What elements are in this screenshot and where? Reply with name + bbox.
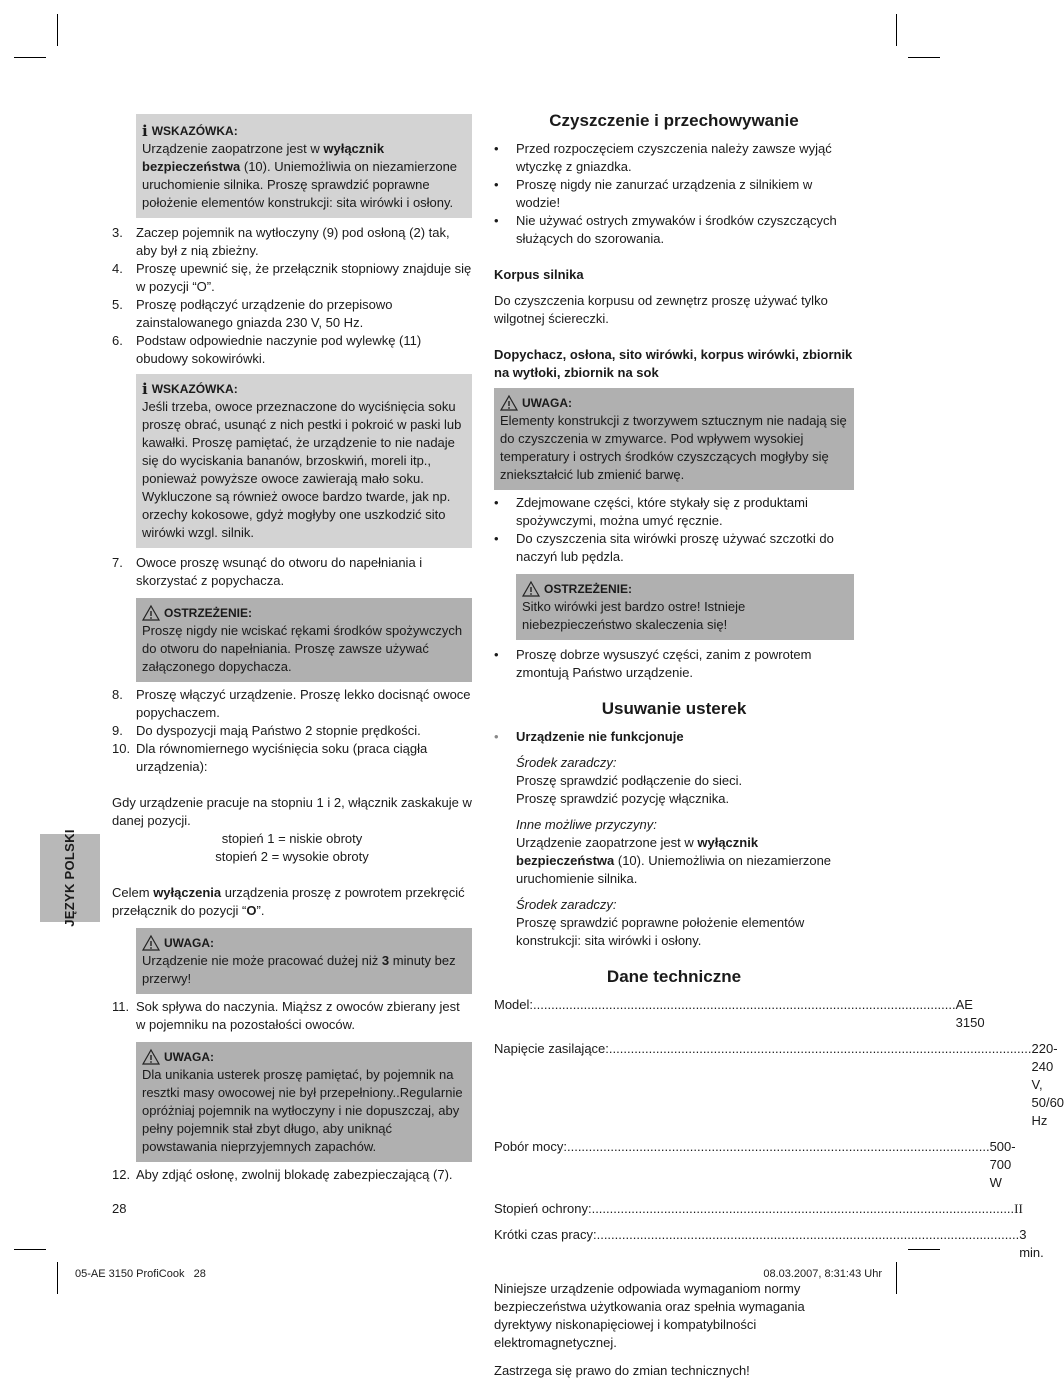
step-item: 10. Dla równomiernego wyciśnięcia soku (praca ciągła urządzenia):	[112, 741, 428, 774]
crop-mark	[57, 1262, 58, 1294]
remedy-label: Środek zaradczy:	[516, 755, 617, 770]
note-title: WSKAZÓWKA:	[151, 124, 238, 138]
subheading-motor: Korpus silnika	[494, 267, 584, 282]
footer-right: 08.03.2007, 8:31:43 Uhr	[763, 1268, 882, 1280]
caution-heading	[500, 394, 848, 412]
step-item: 9. Do dyspozycji mają Państwo 2 stopnie prędkości.	[112, 723, 421, 738]
remedy-text: Proszę sprawdzić pozycję włącznika.	[516, 791, 730, 806]
bullet-item: • Zdejmowane części, które stykały się z produktami spożywczymi, można umyć ręcznie.	[494, 495, 808, 528]
caution-text: Urządzenie nie może pracować dużej niż 3 minuty bez przerwy!	[142, 953, 456, 986]
right-column	[494, 110, 1064, 1380]
step-item: 3. Zaczep pojemnik na wytłoczyny (9) pod osłoną (2) tak, aby był z nią zbieżny.	[112, 225, 450, 258]
motor-text: Do czyszczenia korpusu od zewnętrz proszę używać tylko wilgotnej ściereczki.	[494, 293, 828, 326]
caution-box	[494, 388, 854, 490]
bullet-item: • Proszę nigdy nie zanurzać urządzenia z silnikiem w wodzie!	[494, 177, 813, 210]
warning-heading	[522, 580, 848, 598]
step-item: 8. Proszę włączyć urządzenie. Proszę lekko docisnąć owoce popychaczem.	[112, 687, 471, 720]
parts-bullets	[494, 494, 854, 566]
steps-list	[112, 686, 472, 776]
spec-row: Napięcie zasilające: ..................................................................................................................... 220-240 V, 50/60 Hz	[494, 1041, 1064, 1128]
step10-paragraph: Gdy urządzenie pracuje na stopniu 1 i 2, włącznik zaskakuje w danej pozycji.	[112, 795, 472, 828]
cause-text: Urządzenie zaopatrzone jest w wyłącznik bezpieczeństwa (10). Uniemożliwia on niezamierzone uruchomienie silnika.	[516, 835, 832, 886]
steps-list	[112, 554, 472, 590]
spec-row: Pobór mocy: ..................................................................................................................... 500-700 W	[494, 1139, 1016, 1190]
info-icon: i	[142, 380, 148, 398]
remedy-text: Proszę sprawdzić poprawne położenie elementów konstrukcji: sita wirówki i osłony.	[516, 915, 805, 948]
steps-list	[112, 224, 472, 368]
crop-mark	[14, 1249, 46, 1250]
remedy-label: Środek zaradczy:	[516, 897, 617, 912]
note-title: WSKAZÓWKA:	[151, 382, 238, 396]
warning-triangle-icon	[522, 581, 540, 597]
reserve-text: Zastrzega się prawo do zmian technicznych!	[494, 1363, 750, 1378]
bullet-item: • Nie używać ostrych zmywaków i środków czyszczących służących do szorowania.	[494, 213, 837, 246]
section-heading-troubleshooting: Usuwanie usterek	[601, 699, 747, 718]
steps-list	[112, 998, 472, 1034]
note-box	[136, 114, 472, 218]
note-text: Jeśli trzeba, owoce przeznaczone do wyciśnięcia soku proszę obrać, usunąć z nich pestki i pokroić w paski lub kawałki. Proszę pamiętać, że urządzenie to nie nadaje się do wyciskania bananów, brzoskwiń, moreli itp., ponieważ powyższe owoce zawierają mało soku. Wykluczone są również owoce bardzo twarde, jak np. orzechy kokosowe, gdyż mogłyby one uszkodzić sito wirówki wzgl. silnik.	[142, 399, 462, 540]
page-number: 28	[112, 1201, 127, 1216]
cause-label: Inne możliwe przyczyny:	[516, 817, 657, 832]
left-column	[112, 114, 472, 1188]
caution-box	[136, 928, 472, 994]
switch-off-paragraph: Celem wyłączenia urządzenia proszę z powrotem przekręcić przełącznik do pozycji “O”.	[112, 885, 465, 918]
step-item: 11. Sok spływa do naczynia. Miąższ z owoców zbierany jest w pojemniku na pozostałości owoców.	[112, 999, 460, 1032]
crop-mark	[896, 1262, 897, 1294]
bullet-item: • Proszę dobrze wysuszyć części, zanim z powrotem zmontują Państwo urządzenie.	[494, 647, 812, 680]
language-label: JĘZYK POLSKI	[62, 829, 77, 927]
spec-row: Stopień ochrony: ..................................................................................................................... II	[494, 1201, 1023, 1216]
trouble-list	[494, 728, 854, 746]
warning-title: OSTRZEŻENIE:	[164, 606, 253, 620]
step-item: 4. Proszę upewnić się, że przełącznik stopniowy znajduje się w pozycji “O”.	[112, 261, 472, 294]
step-item: 5. Proszę podłączyć urządzenie do przepisowo zainstalowanego gniazda 230 V, 50 Hz.	[112, 297, 393, 330]
caution-title: UWAGA:	[164, 1050, 214, 1064]
info-icon: i	[142, 122, 148, 140]
spec-list	[494, 996, 1064, 1262]
conformity-text: Niniejsze urządzenie odpowiada wymaganiom normy bezpieczeństwa użytkowania oraz spełnia wymagania dyrektywy niskonapięciowej i kompatybilności elektromagnetycznej.	[494, 1281, 805, 1350]
subheading-parts: Dopychacz, osłona, sito wirówki, korpus wirówki, zbiornik na wytłoki, zbiornik na sok	[494, 347, 853, 380]
caution-title: UWAGA:	[164, 936, 214, 950]
warning-heading	[142, 604, 466, 622]
warning-triangle-icon	[142, 935, 160, 951]
footer-left: 05-AE 3150 ProfiCook 28	[75, 1268, 206, 1280]
warning-text: Sitko wirówki jest bardzo ostre! Istnieje niebezpieczeństwo skaleczenia się!	[522, 599, 746, 632]
step-item: 7. Owoce proszę wsunąć do otworu do napełniania i skorzystać z popychacza.	[112, 555, 423, 588]
section-heading-technical-data: Dane techniczne	[606, 967, 742, 986]
cleaning-bullets	[494, 140, 854, 248]
caution-title: UWAGA:	[522, 396, 572, 410]
bullet-item: • Do czyszczenia sita wirówki proszę używać szczotki do naczyń lub pędzla.	[494, 531, 834, 564]
crop-mark	[14, 57, 46, 58]
warning-triangle-icon	[142, 1049, 160, 1065]
caution-heading	[142, 1048, 466, 1066]
section-heading-cleaning: Czyszczenie i przechowywanie	[549, 111, 799, 130]
crop-mark	[57, 14, 58, 46]
drying-bullets	[494, 646, 854, 682]
trouble-item: • Urządzenie nie funkcjonuje	[494, 729, 684, 744]
speed-line-1: stopień 1 = niskie obroty	[221, 831, 363, 846]
caution-text: Elementy konstrukcji z tworzywem sztucznym nie nadają się do czyszczenia w zmywarce. Pod wpływem wysokiej temperatury i ostrych środków czyszczących mogłyby się zniekształcić lub zmienić barwę.	[500, 413, 847, 482]
warning-text: Proszę nigdy nie wciskać rękami środków spożywczych do otworu do napełniania. Proszę zawsze używać załączonego dopychacza.	[142, 623, 463, 674]
warning-triangle-icon	[142, 605, 160, 621]
spec-row: Krótki czas pracy: ..................................................................................................................... 3 min.	[494, 1227, 1044, 1260]
caution-box	[136, 1042, 472, 1162]
warning-title: OSTRZEŻENIE:	[544, 582, 633, 596]
crop-mark	[896, 14, 897, 46]
step-item: 6. Podstaw odpowiednie naczynie pod wylewkę (11) obudowy sokowirówki.	[112, 333, 422, 366]
note-heading	[142, 122, 466, 140]
note-text: Urządzenie zaopatrzone jest w wyłącznik bezpieczeństwa (10). Uniemożliwia on niezamierzone uruchomienie silnika. Proszę sprawdzić poprawne położenie elementów konstrukcji: sita wirówki i osłony.	[142, 141, 458, 210]
crop-mark	[908, 57, 940, 58]
caution-heading	[142, 934, 466, 952]
remedy-text: Proszę sprawdzić podłączenie do sieci.	[516, 773, 743, 788]
steps-list	[112, 1166, 472, 1184]
caution-text: Dla unikania usterek proszę pamiętać, by pojemnik na resztki masy owocowej nie był przepełniony..Regularnie opróżniaj pojemnik na wytłoczyny i nie dopuszczaj, aby pełny pojemnik stał zbyt długo, aby uniknąć powstawania nieprzyjemnych zapachów.	[142, 1067, 463, 1154]
spec-row: Model: ..................................................................................................................... AE 3150	[494, 997, 985, 1030]
note-heading	[142, 380, 466, 398]
step-item: 12. Aby zdjąć osłonę, zwolnij blokadę zabezpieczającą (7).	[112, 1167, 453, 1182]
warning-box	[516, 574, 854, 640]
bullet-item: • Przed rozpoczęciem czyszczenia należy zawsze wyjąć wtyczkę z gniazdka.	[494, 141, 832, 174]
warning-triangle-icon	[500, 395, 518, 411]
language-side-tab	[40, 829, 100, 927]
note-box	[136, 374, 472, 548]
speed-line-2: stopień 2 = wysokie obroty	[215, 849, 369, 864]
warning-box	[136, 598, 472, 682]
